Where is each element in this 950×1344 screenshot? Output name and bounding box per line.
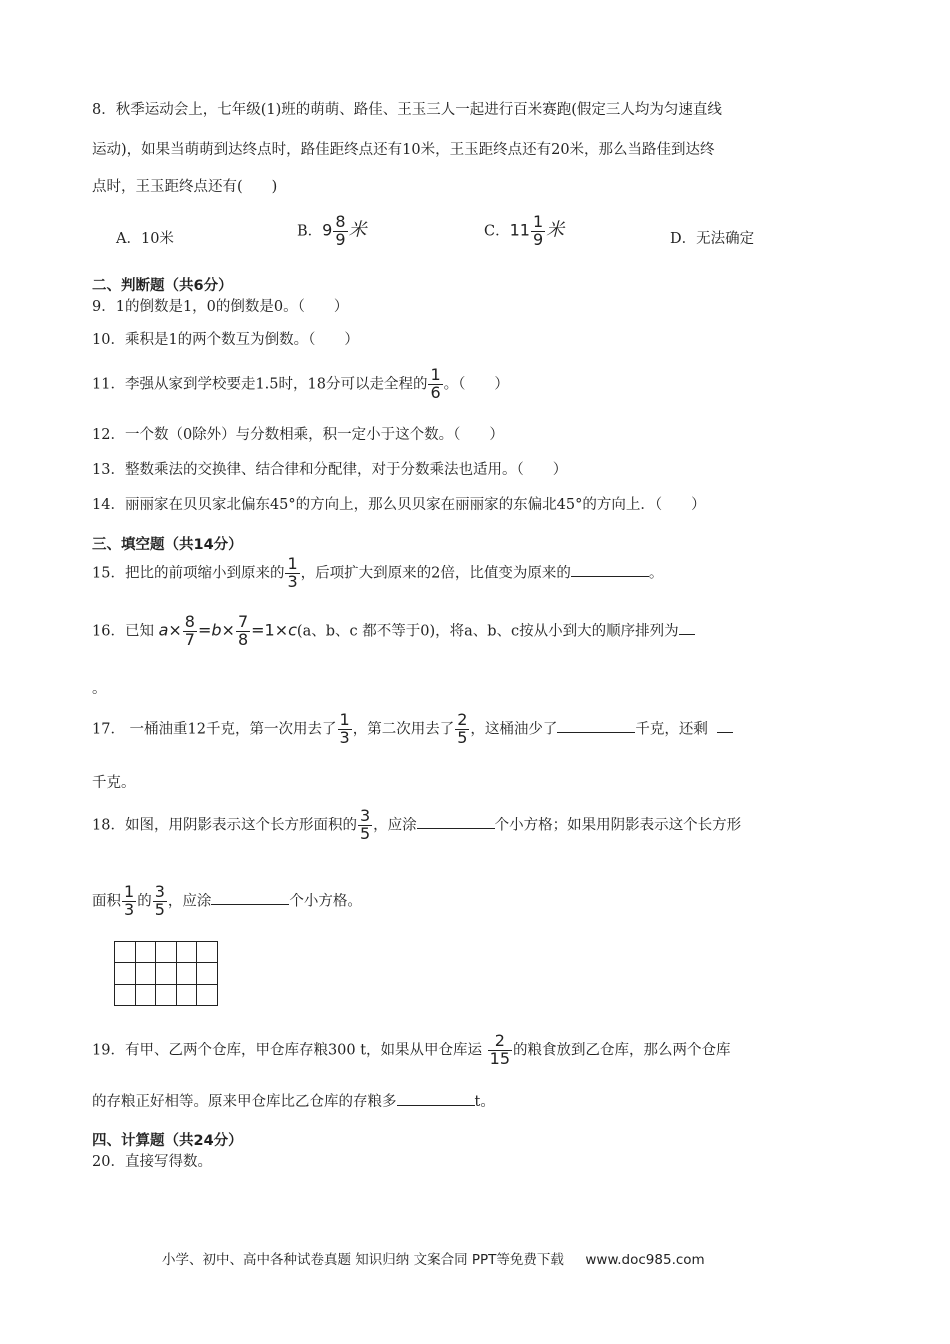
section-judgement-title: 二、判断题（共6分） <box>92 278 233 294</box>
rectangle-grid-figure <box>114 941 218 1006</box>
q12: 12．一个数（0除外）与分数相乘，积一定小于这个数。（ ） <box>92 427 504 443</box>
q8-line1: 8．秋季运动会上，七年级(1)班的萌萌、路佳、王玉三人一起进行百米赛跑(假定三人均为匀速直线 <box>92 102 722 118</box>
q8-option-b: B．9 $\frac{8}{9}$ 米 <box>297 212 367 249</box>
q8-option-d: D．无法确定 <box>670 231 755 247</box>
q16: 16．已知 a× $\frac{8}{7}$ =b× $\frac{7}{8}$ =1×c(a、b、c 都不等于0)，将a、b、c按从小到大的顺序排列为 <box>92 614 695 649</box>
q8-option-a: A．10米 <box>116 231 174 247</box>
q13: 13．整数乘法的交换律、结合律和分配律，对于分数乘法也适用。（ ） <box>92 462 568 478</box>
q14: 14．丽丽家在贝贝家北偏东45°的方向上，那么贝贝家在丽丽家的东偏北45°的方向上．（ ） <box>92 497 706 513</box>
footer-site-link[interactable]: www.doc985.com <box>585 1252 705 1268</box>
q8-option-c: C．11 $\frac{1}{9}$ 米 <box>484 212 565 249</box>
q20: 20．直接写得数。 <box>92 1154 212 1170</box>
q19-line1: 19．有甲、乙两个仓库，甲仓库存粮300 t，如果从甲仓库运 $\frac{2}{15}$ 的粮食放到乙仓库，那么两个仓库 <box>92 1031 731 1068</box>
section-fill-title: 三、填空题（共14分） <box>92 537 243 553</box>
q17-end: 千克。 <box>92 775 136 791</box>
q18-line1: 18．如图，用阴影表示这个长方形面积的 $\frac{3}{5}$ ，应涂 个小方格；如果用阴影表示这个长方形 <box>92 806 742 843</box>
section-calc-title: 四、计算题（共24分） <box>92 1133 243 1149</box>
q19-line2: 的存粮正好相等。原来甲仓库比乙仓库的存粮多 t。 <box>92 1094 495 1110</box>
q8-line3: 点时，王玉距终点还有( ) <box>92 179 278 195</box>
q11: 11．李强从家到学校要走1.5时，18分可以走全程的 $\frac{1}{6}$ 。（ ） <box>92 365 509 402</box>
q8-line2: 运动)，如果当萌萌到达终点时，路佳距终点还有10米，王玉距终点还有20米，那么当路佳到达终 <box>92 142 715 158</box>
q17: 17． 一桶油重12千克，第一次用去了 $\frac{1}{3}$ ，第二次用去了 $\frac{2}{5}$ ，这桶油少了 千克，还剩 <box>92 712 733 747</box>
q16-end: 。 <box>92 681 107 697</box>
q15: 15．把比的前项缩小到原来的 $\frac{1}{3}$ ，后项扩大到原来的2倍，比值变为原来的 。 <box>92 554 664 591</box>
page-footer: 小学、初中、高中各种试卷真题 知识归纳 文案合同 PPT等免费下载 www.doc985.com <box>162 1252 705 1268</box>
q18-line2: 面积 $\frac{1}{3}$ 的 $\frac{3}{5}$ ，应涂 个小方格。 <box>92 882 362 919</box>
q10: 10．乘积是1的两个数互为倒数。（ ） <box>92 332 359 348</box>
q9: 9．1的倒数是1，0的倒数是0。（ ） <box>92 299 349 315</box>
